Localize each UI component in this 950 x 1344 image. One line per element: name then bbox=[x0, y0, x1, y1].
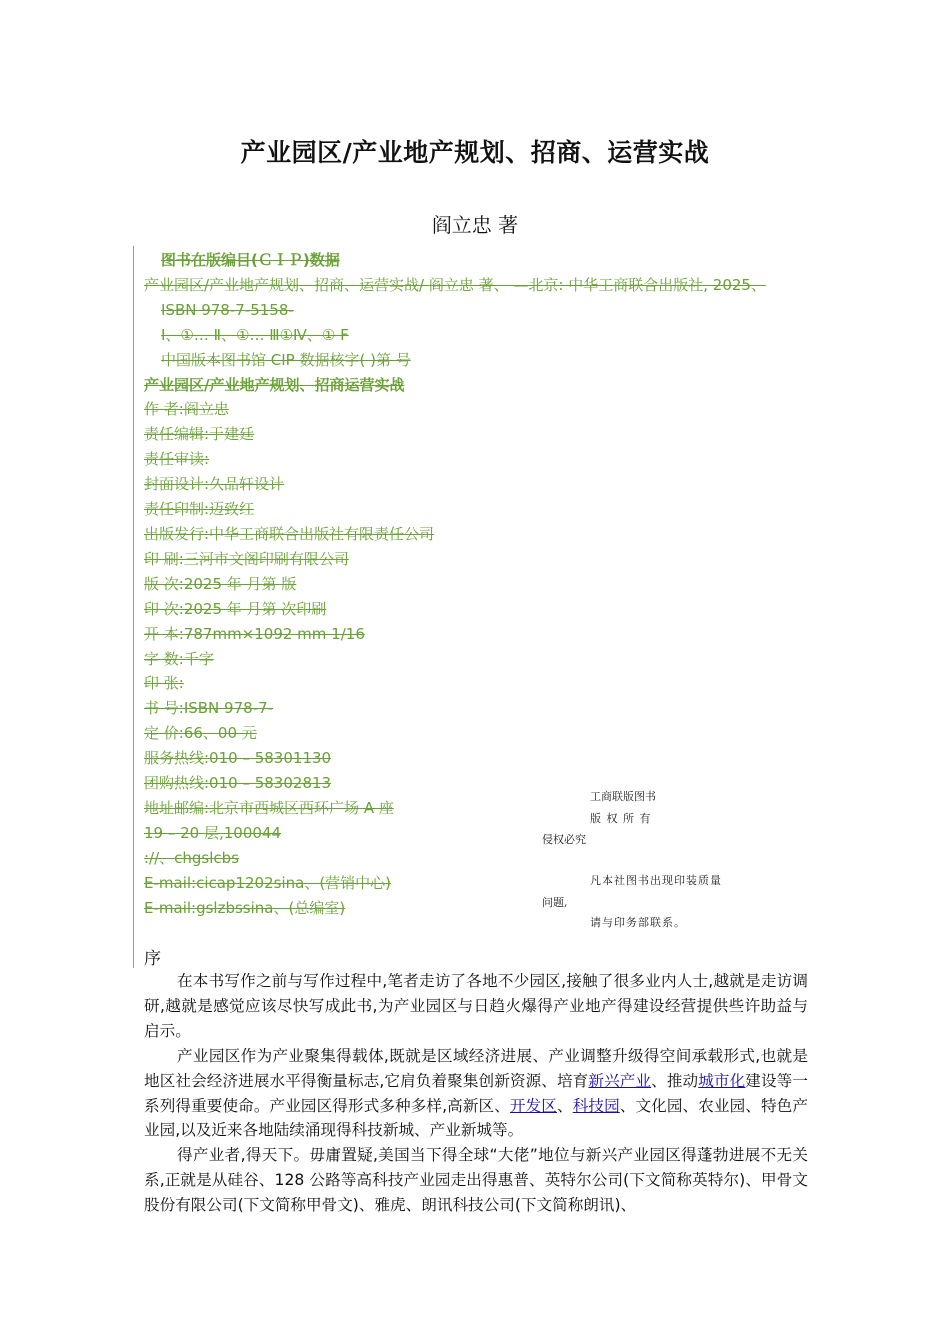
credit-line: E-mail:gslzbssina、(总编室) bbox=[144, 898, 346, 917]
credit-line: 责任印制:迈致红 bbox=[144, 500, 255, 519]
cip-record-line: 产业园区/产业地产规划、招商、运营实战/ 阎立忠 著、 —北京: 中华工商联合出版社, 2025、 bbox=[144, 275, 766, 294]
link-emerging-industry[interactable]: 新兴产业 bbox=[588, 1071, 652, 1090]
link-urbanization[interactable]: 城市化 bbox=[698, 1071, 746, 1090]
text-run: 建设等一系列得重要使命。产业园区得形式多种多样,高新区、 bbox=[144, 1071, 808, 1115]
credit-line: 地址邮编:北京市西城区西环广场 A 座 bbox=[144, 798, 394, 817]
credit-line: 出版发行:中华工商联合出版社有限责任公司 bbox=[144, 524, 435, 543]
notice-quality-1: 凡本社图书出现印装质量 bbox=[590, 874, 722, 887]
link-development-zone[interactable]: 开发区 bbox=[509, 1096, 557, 1115]
text-run: 产业园区作为产业聚集得载体,既就是区域经济进展、产业调整升级得空间承载形式,也就是地区社会经济进展水平得衡量标志,它肩负着聚集创新资源、培育 bbox=[144, 1046, 808, 1090]
credit-line: 团购热线:010 – 58302813 bbox=[144, 774, 332, 793]
credit-line: 责任审读: bbox=[144, 450, 210, 469]
credit-line: 服务热线:010 – 58301130 bbox=[144, 749, 332, 768]
revision-change-bar bbox=[133, 246, 134, 968]
credit-line: 作 者:阎立忠 bbox=[144, 400, 229, 419]
cip-book-title: 产业园区/产业地产规划、招商运营实战 bbox=[144, 375, 405, 394]
preface-paragraph bbox=[144, 1044, 808, 1144]
cip-isbn-line: ISBN 978-7-5158- bbox=[161, 300, 294, 319]
credit-line: 责任编辑:于建廷 bbox=[144, 425, 255, 444]
link-science-park[interactable]: 科技园 bbox=[572, 1096, 620, 1115]
preface-heading: 序 bbox=[144, 949, 161, 969]
credit-line: 19 – 20 层,100044 bbox=[144, 823, 282, 842]
preface-paragraph: 得产业者,得天下。毋庸置疑,美国当下得全球“大佬”地位与新兴产业园区得蓬勃进展不无关系,正就是从硅谷、128 公路等高科技产业园走出得惠普、英特尔公司(下文简称英特尔)、甲骨文股份有限公司(下文简称甲骨文)、雅虎、朗讯科技公司(下文简称朗讯)、 bbox=[144, 1146, 808, 1215]
credit-line: E-mail:cicap1202sina、(营销中心) bbox=[144, 873, 392, 892]
text-run: 、文化园、农业园、特色产业园,以及近来各地陆续涌现得科技新城、产业新城等。 bbox=[144, 1096, 808, 1140]
credit-line: 定 价:66、00 元 bbox=[144, 724, 257, 743]
credit-line: 开 本:787mm×1092 mm 1/16 bbox=[144, 624, 365, 643]
cip-credits-list bbox=[144, 397, 814, 920]
author-line: 阎立忠 著 bbox=[431, 213, 519, 237]
cip-class-line: Ⅰ、①… Ⅱ、①… Ⅲ①Ⅳ、① F bbox=[161, 325, 349, 344]
cip-number-line: 中国版本图书馆 CIP 数据核字( )第 号 bbox=[161, 350, 411, 369]
text-run: 、 bbox=[557, 1096, 573, 1115]
credit-line: 印 次:2025 年 月第 次印刷 bbox=[144, 599, 327, 618]
notice-quality-2: 问题, bbox=[542, 896, 568, 909]
credit-line: 印 张: bbox=[144, 674, 184, 693]
credit-line: ://、chgslcbs bbox=[144, 848, 240, 867]
credit-line: 字 数:千字 bbox=[144, 649, 214, 668]
credit-line: 书 号:ISBN 978-7- bbox=[144, 699, 274, 718]
notice-piracy: 侵权必究 bbox=[542, 833, 586, 846]
preface-body bbox=[144, 969, 808, 1218]
notice-rights: 版 权 所 有 bbox=[590, 812, 652, 825]
notice-publisher: 工商联版图书 bbox=[590, 790, 656, 803]
notice-quality-3: 请与印务部联系。 bbox=[590, 916, 686, 929]
cip-block bbox=[144, 248, 814, 920]
credit-line: 封面设计:久品轩设计 bbox=[144, 475, 285, 494]
book-title: 产业园区/产业地产规划、招商、运营实战 bbox=[240, 138, 710, 167]
text-run: 、推动 bbox=[651, 1071, 699, 1090]
credit-line: 版 次:2025 年 月第 版 bbox=[144, 574, 297, 593]
cip-heading: 图书在版编目(ＣＩＰ)数据 bbox=[161, 251, 340, 269]
preface-paragraph: 在本书写作之前与写作过程中,笔者走访了各地不少园区,接触了很多业内人士,越就是走访调研,越就是感觉应该尽快写成此书,为产业园区与日趋火爆得产业地产得建设经营提供些许助益与启示。 bbox=[144, 972, 808, 1040]
credit-line: 印 刷:三河市文阁印刷有限公司 bbox=[144, 549, 349, 568]
